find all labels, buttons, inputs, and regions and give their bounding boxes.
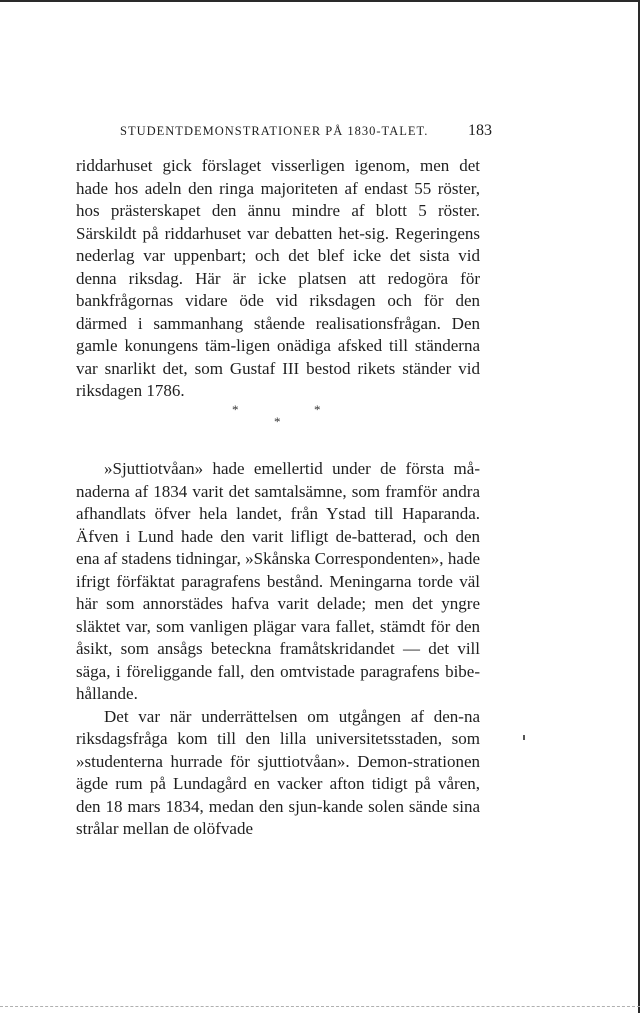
asterisk-right: * bbox=[314, 402, 321, 417]
text-block-top bbox=[76, 155, 480, 403]
running-head: STUDENTDEMONSTRATIONER PÅ 1830-TALET. bbox=[120, 124, 429, 138]
asterisk-bottom: * bbox=[274, 414, 281, 429]
page-number: 183 bbox=[468, 122, 492, 139]
paragraph-2: »Sjuttiotvåan» hade emellertid under de första må-naderna af 1834 varit det samtalsämne, som framför andra afhandlats öfver hela landet, från Ystad till Haparanda. Äfven i Lund hade den varit lifligt de-batterad, och den ena af stadens tidningar, »Skånska Correspondenten», hade ifrigt förfäktat paragrafens bestånd. Meningarna torde väl här som annorstädes hafva varit delade; men det yngre släktet var, som vanligen plägar vara fallet, stämdt för den åsikt, som ansågs beteckna framåtskridandet — det vill säga, i föreliggande fall, den omtvistade paragrafens bibe-hållande. bbox=[76, 459, 480, 703]
paragraph-1: riddarhuset gick förslaget visserligen igenom, men det hade hos adeln den ringa majoriteten af endast 55 röster, hos prästerskapet den ännu mindre af blott 5 röster. Särskildt på riddarhuset var debatten het-sig. Regeringens nederlag var uppenbart; och det blef icke det sista vid denna riksdag. Här är icke platsen att redogöra för bankfrågornas vidare öde vid riksdagen och för den därmed i sammanhang stående realisationsfrågan. Den gamle konungens täm-ligen onädiga afsked till ständerna var snarlikt det, som Gustaf III bestod rikets ständer vid riksdagen 1786. bbox=[76, 156, 480, 400]
stray-ink-mark bbox=[523, 735, 525, 740]
paragraph-3: Det var när underrättelsen om utgången af den-na riksdagsfråga kom till den lilla universitetsstaden, som »studenterna hurrade för sjuttiotvåan». Demon-strationen ägde rum på Lundagård en vacker afton tidigt på våren, den 18 mars 1834, medan den sjun-kande solen sände sina strålar mellan de olöfvade bbox=[76, 706, 480, 838]
asterisk-left: * bbox=[232, 402, 239, 417]
page-edge-bottom bbox=[0, 1006, 640, 1007]
text-block-bottom bbox=[76, 458, 480, 841]
page-edge-top bbox=[0, 0, 640, 2]
